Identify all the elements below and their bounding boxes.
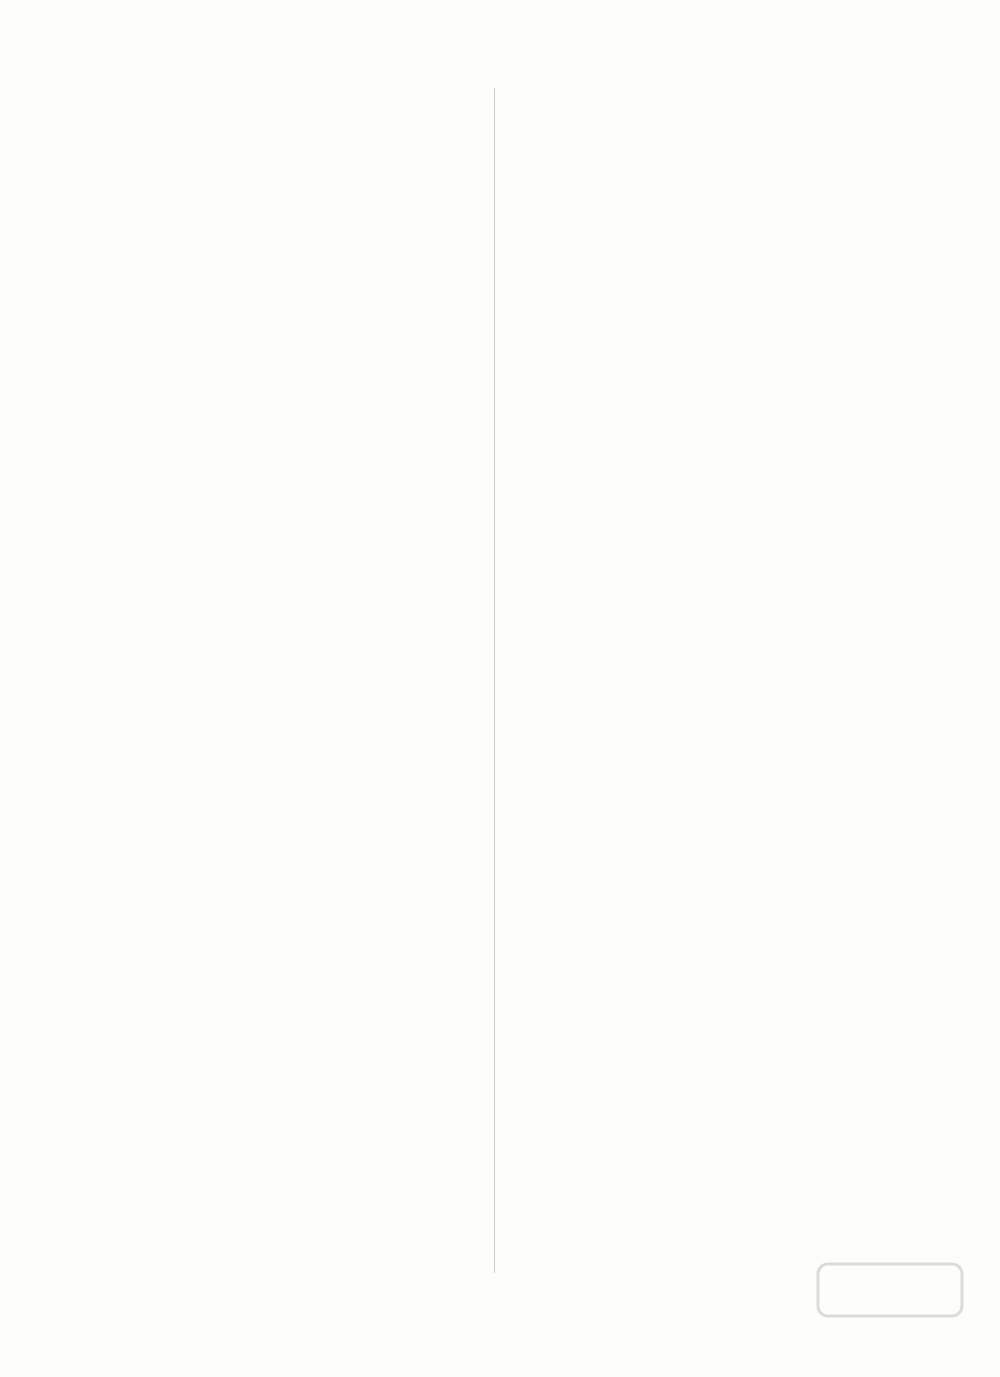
column-divider [494,88,495,1273]
watermark-logo [810,1258,970,1353]
watermark-icon [810,1258,970,1353]
